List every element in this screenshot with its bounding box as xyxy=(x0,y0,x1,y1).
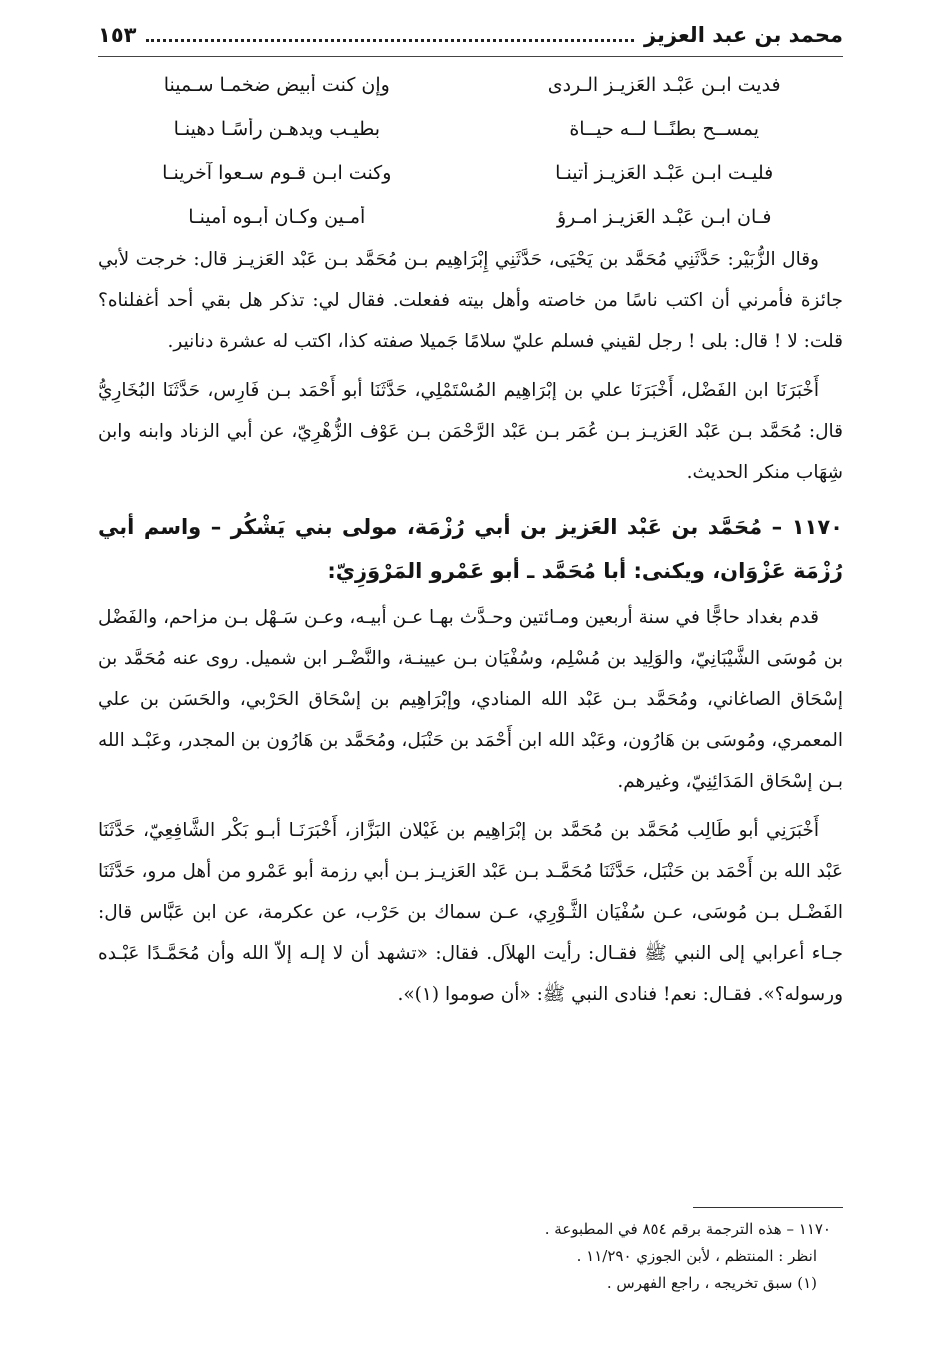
footnotes xyxy=(231,1216,831,1297)
header-title: محمد بن عبد العزيز xyxy=(643,23,843,47)
verse-second-hemistich: وكنت ابـن قـوم سـعوا آخرينـا xyxy=(162,162,392,184)
verse-first-hemistich: فـان ابـن عَبْـد العَزيـز امـرؤ xyxy=(556,206,772,228)
page-number: ١٥٣ xyxy=(98,23,137,47)
footnote-item: انظر : المنتظم ، لأبن الجوزي ١١/٢٩٠ . xyxy=(576,1247,817,1265)
verse-second-hemistich: بطيـب ويدهـن رأسًـا دهينـا xyxy=(173,118,381,140)
paragraph-hadith: أَخْبَرَنِي أبو طَالِب مُحَمَّد بن مُحَمَّد بن إبْرَاهِيم بن غَيْلان البَزَّاز، أَخْبَرَنَـا أبـو بَكْر الشَّافِعِيّ، حَدَّثَنَا عَبْد الله بن أَحْمَد بن حَنْبَل، حَدَّثَنَا مُحَمَّـد بـن عَبْد العَزيـز بـن أبي رزمة أبو عَمْرو من أهل مرو، حَدَّثَنَا الفَضْـل بـن مُوسَى، عـن سُفْيَان الثَّـوْرِي، عـن سماك بن حَرْب، عن عكرمة، عن ابن عَبَّاس قال: جـاء أعرابي إلى النبي ﷺ فقـال: رأيت الهلاَل. فقال: «تشهد أن لا إلـه إلاّ الله وأن مُحَمَّـدًا عَبْـده ورسوله؟». فقـال: نعم! فنادى النبي ﷺ: «أن صوموا (١)». xyxy=(98,820,843,1005)
poem xyxy=(98,63,843,239)
footnote-item: ١١٧٠ – هذه الترجمة برقم ٨٥٤ في المطبوعة . xyxy=(544,1220,831,1238)
header-dotted-leader xyxy=(146,29,633,42)
verse-first-hemistich: فليـت ابـن عَبْـد العَزيـز أتينـا xyxy=(555,162,774,184)
paragraph-biography: قدم بغداد حاجًّا في سنة أربعين ومـائتين وحـدَّث بهـا عـن أبيـه، وعـن سَـهْل بـن مزاحم، والفَضْل بن مُوسَى الشَّيْبَانِيّ، والوَلِيد بن مُسْلِم، وسُفْيَان بـن عيينـة، والنَّضْـر ابن شميل. روى عنه مُحَمَّد بن إسْحَاق الصاغاني، ومُحَمَّد بـن عَبْد الله المنادي، وإبْرَاهِيم بن إسْحَاق الحَرْبي، والحَسَن بن علي المعمري، ومُوسَى بن هَارُون، وعَبْد الله ابن أَحْمَد بن حَنْبَل، ومُحَمَّد بن هَارُون بن المجدر، وعَبْـد الله بـن إسْحَاق المَدَائِنِيّ، وغيرهم. xyxy=(98,607,843,792)
verse-second-hemistich: وإن كنت أبيض ضخمـا سـمينا xyxy=(163,74,390,96)
verse-first-hemistich: يمســح بطنًــا لــه حيــاة xyxy=(569,118,760,140)
entry-heading-1170: ١١٧٠ – مُحَمَّد بن عَبْد العَزيز بن أبي رُزْمَة، مولى بني يَشْكُر – واسم أبي رُزْمَة عَزْوَان، ويكنى: أبا مُحَمَّد ـ أبو عَمْرو المَرْوَزِيّ: xyxy=(98,515,843,583)
footnote-item: (١) سبق تخريجه ، راجع الفهرس . xyxy=(606,1274,817,1292)
poem-verse xyxy=(98,107,843,151)
running-header xyxy=(98,14,843,57)
verse-first-hemistich: فديت ابـن عَبْـد العَزيـز الـردى xyxy=(547,74,781,96)
poem-verse xyxy=(98,151,843,195)
paragraph-bukhari: أَخْبَرَنَا ابن الفَضْل، أَخْبَرَنَا علي بن إبْرَاهِيم المُسْتَمْلِي، حَدَّثَنَا أبو أَحْمَد بـن فَارِس، حَدَّثَنَا البُخَارِيُّ قال: مُحَمَّد بـن عَبْد العَزيـز بـن عُمَر بـن عَبْد الرَّحْمَن بـن عَوْف الزُّهْرِيّ، عن أبي الزناد وابنه وابن شِهَاب منكر الحديث. xyxy=(98,380,843,483)
footnote-separator xyxy=(693,1207,843,1208)
poem-verse xyxy=(98,195,843,239)
book-page xyxy=(98,14,843,1015)
paragraph-zubayr: وقال الزُّبَيْر: حَدَّثَنِي مُحَمَّد بن يَحْيَى، حَدَّثَنِي إِبْرَاهِيم بـن مُحَمَّد بـن عَبْد العَزيـز قال: خرجت لأبي جائزة فأمرني أن اكتب ناسًا من خاصته وأهل بيته ففعلت. فقال لي: تذكر هل بقي أحد أغفلناه؟ قلت: لا ! قال: بلى ! رجل لقيني فسلم عليّ سلامًا جَميلا صفته كذا، اكتب له عشرة دنانير. xyxy=(98,249,843,352)
poem-verse xyxy=(98,63,843,107)
verse-second-hemistich: أمـين وكـان أبـوه أمينـا xyxy=(188,206,366,228)
